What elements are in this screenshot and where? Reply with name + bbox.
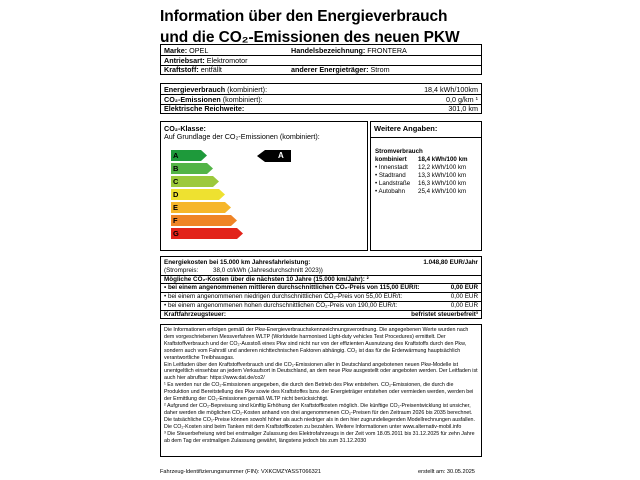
co2-class-subheading: Auf Grundlage der CO₂-Emissionen (kombiniert): (164, 132, 320, 141)
co2-class-bar-f (171, 215, 178, 226)
fineprint-paragraph: Die Informationen erfolgen gemäß der Pkw-Energieverbrauchskennzeichnungsverordnung. Die angegebenen Werte wurden nach dem vorgeschriebenen Messverfahren WLTP (Worldwide harmonised Light-duty vehicles Test Procedures) ermittelt. Der Kraftstoffverbrauch und der CO₂-Ausstoß eines Pkw sind nicht nur von der effizienten Ausnutzung des Kraftstoffs durch den Pkw, sondern auch vom Fahrstil und anderen nichttechnischen Faktoren abhängig. CO₂ ist das für die Erderwärmung hauptsächlich verantwortliche Treibhausgas. (164, 327, 469, 361)
vin-value: VXKCMZYASST066321 (261, 469, 321, 475)
fineprint-paragraph: Ein Leitfaden über den Kraftstoffverbrauch und die CO₂-Emissionen aller in Deutschland angebotenen neuen Pkw-Modelle ist unentgeltlich einsehbar an jedem Verkaufsort in Deutschland, an dem neue Pkw ausgestellt oder angeboten werden. Der Leitfaden ist auch hier abrufbar: https://www.dat.de/co2/ (164, 361, 478, 382)
vin-line (160, 468, 321, 477)
fineprint-paragraph: ¹ Es werden nur die CO₂-Emissionen angegeben, die durch den Betrieb des Pkw entstehen. CO₂-Emissionen, die durch die Produktion und Bereitstellung des Pkw sowie des Kraftstoffes bzw. der Energieträger entstehen oder vermieden werden, werden bei der Ermittlung der CO₂-Emissionen gemäß WLTP nicht berücksichtigt. (164, 382, 474, 403)
further-info-box (370, 121, 482, 251)
co2-class-bar-a (171, 150, 178, 161)
trade-name-label: Handelsbezeichnung: (291, 46, 366, 55)
power-consumption-title: Stromverbrauch (375, 148, 423, 155)
power-item-label: • Landstraße (375, 180, 411, 187)
co2-scenario-label: • bei einem angenommenen niedrigen durchschnittlichen CO₂-Preis von 55,00 EUR/t: (164, 293, 403, 300)
vehicle-tax-value: befristet steuerbefreit³ (411, 311, 478, 318)
vehicle-table (160, 44, 482, 75)
co2-class-box (160, 121, 368, 251)
power-item-label: • Innenstadt (375, 164, 408, 171)
fineprint-text (164, 327, 478, 444)
make-label: Marke: (164, 46, 188, 55)
consumption-table (160, 83, 482, 114)
electric-range-value: 301,0 km (448, 104, 478, 113)
power-item-value: 25,4 kWh/100 km (418, 188, 467, 195)
combined-label: kombiniert (375, 156, 407, 163)
energy-consumption-label: Energieverbrauch (164, 85, 226, 94)
drive-label: Antriebsart: (164, 56, 205, 65)
co2-class-bar-g (171, 228, 179, 239)
co2-class-letter-c: C (173, 177, 179, 186)
co2-scenario-value: 0,00 EUR (450, 284, 478, 291)
created-line (418, 468, 475, 477)
power-item-label: • Autobahn (375, 188, 406, 195)
other-energy-value: Strom (370, 65, 390, 74)
fuel-label: Kraftstoff: (164, 65, 199, 74)
co2-class-letter-b: B (173, 164, 179, 173)
co2-emissions-suffix: (kombiniert): (222, 95, 263, 104)
fineprint-box (160, 324, 482, 457)
vehicle-tax-label: Kraftfahrzeugsteuer: (164, 311, 226, 318)
created-value: 30.05.2025 (446, 469, 475, 475)
energy-consumption-suffix: (kombiniert): (227, 85, 268, 94)
co2-class-letter-a: A (173, 151, 179, 160)
co2-scenario-value: 0,00 EUR (450, 293, 478, 300)
co2-class-letter-e: E (173, 203, 179, 212)
created-label: erstellt am: (418, 469, 446, 475)
co2-class-letter-f: F (173, 216, 178, 225)
co2-class-letter-d: D (173, 190, 179, 199)
make-value: OPEL (189, 46, 209, 55)
co2-class-bar-d (171, 189, 178, 200)
co2-class-heading: CO₂-Klasse: (164, 124, 206, 133)
other-energy-label: anderer Energieträger: (291, 65, 369, 74)
co2-scenario-value: 0,00 EUR (450, 302, 478, 309)
drive-value: Elektromotor (206, 56, 248, 65)
page-title (160, 6, 460, 48)
co2-scenario-label: • bei einem angenommenen mittleren durchschnittlichen CO₂-Preis von 115,00 EUR/t: (164, 284, 420, 291)
power-item-value: 16,3 kWh/100 km (418, 180, 467, 187)
power-price-value: 38,0 ct/kWh (Jahresdurchschnitt 2023)) (213, 267, 323, 274)
further-info-heading: Weitere Angaben: (374, 124, 438, 133)
co2-emissions-label: CO₂-Emissionen (164, 95, 221, 104)
fineprint-paragraph: ³ Die Steuerbefreiung wird bei erstmaliger Zulassung des Elektrofahrzeugs in der Zeit vom 18.05.2011 bis 31.12.2025 für zehn Jahre ab dem Tag der erstmaligen Zulassung gewährt, längstens jedoch bis zum 31.12.2030 (164, 430, 475, 444)
co2-class-bar-b (171, 163, 178, 174)
combined-value: 18,4 kWh/100 km (418, 156, 468, 163)
co2-emissions-value: 0,0 g/km ¹ (446, 95, 478, 104)
co2-class-bar-e (171, 202, 178, 213)
current-class-marker (257, 150, 291, 162)
fuel-value: entfällt (200, 65, 222, 74)
power-price-label: (Strompreis: (164, 267, 199, 274)
co2-costs-label: Mögliche CO₂-Kosten über die nächsten 10 Jahre (15.000 km/Jahr): ² (164, 276, 369, 283)
energy-consumption-value: 18,4 kWh/100km (424, 85, 478, 94)
fineprint-paragraph: ² Aufgrund der CO₂-Bepreisung sind künftig Erhöhung der Kraftstoffkosten möglich. Die künftige CO₂-Preisentwicklung ist unsicher, daher werden die möglichen CO₂-Kosten anhand von drei angenommenen CO₂-Preisen für den Zeitraum 2026 bis 2035 berechnet. Die tatsächliche CO₂-Preise können sowohl höher als auch niedriger als in den hier zugrundeliegenden Modellrechnungen ausfallen. Die CO₂-Kosten sind beim Tanken mit dem Kraftstoffkosten zu bezahlen. Weitere Informationen unter www.alternativ-mobil.info (164, 402, 475, 430)
annual-costs-label: Energiekosten bei 15.000 km Jahresfahrleistung: (164, 259, 311, 266)
power-item-value: 12,2 kWh/100 km (418, 164, 467, 171)
annual-costs-value: 1.048,80 EUR/Jahr (423, 259, 478, 266)
power-item-label: • Stadtrand (375, 172, 406, 179)
costs-table (160, 256, 482, 319)
vin-label: Fahrzeug-Identifizierungsnummer (FIN): (160, 469, 260, 475)
trade-name-value: FRONTERA (367, 46, 407, 55)
current-class-letter: A (278, 151, 284, 160)
co2-class-bar-c (171, 176, 178, 187)
electric-range-label: Elektrische Reichweite: (164, 104, 245, 113)
co2-scenario-label: • bei einem angenommenen hohen durchschnittlichen CO₂-Preis von 190,00 EUR/t: (164, 302, 398, 309)
co2-class-letter-g: G (173, 229, 179, 238)
power-item-value: 13,3 kWh/100 km (418, 172, 467, 179)
title-line-1: Information über den Energieverbrauch (160, 8, 448, 25)
title-line-2: und die CO₂-Emissionen des neuen PKW (160, 29, 460, 46)
